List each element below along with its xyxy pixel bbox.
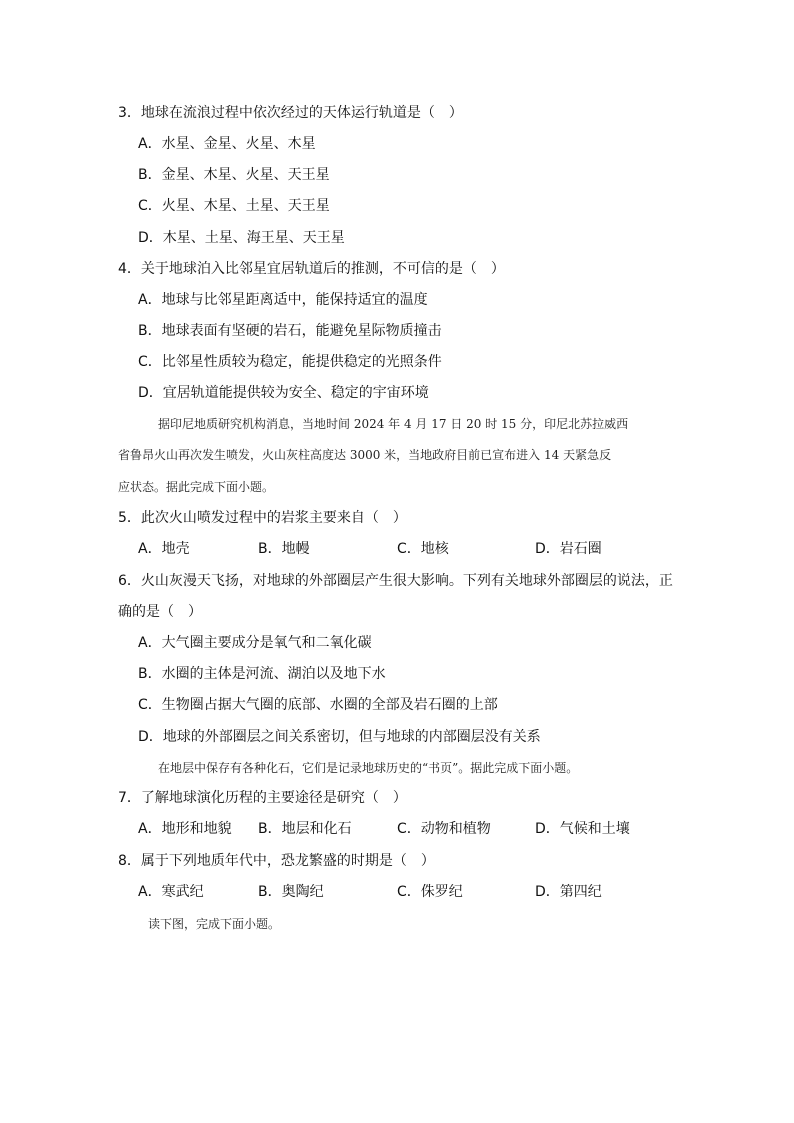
- material-1-line-3: 应状态。据此完成下面小题。: [118, 480, 275, 494]
- question-7-option-d: D．气候和土壤: [535, 821, 630, 837]
- question-5-option-b: B．地幔: [258, 541, 310, 557]
- question-4-option-b: B．地球表面有坚硬的岩石，能避免星际物质撞击: [138, 323, 442, 339]
- question-6-option-a: A．大气圈主要成分是氧气和二氧化碳: [138, 635, 372, 651]
- question-7-option-a: A．地形和地貌: [138, 821, 232, 837]
- question-4-option-c: C．比邻星性质较为稳定，能提供稳定的光照条件: [138, 354, 442, 370]
- question-8-option-a: A．寒武纪: [138, 884, 204, 900]
- question-6-option-b: B．水圈的主体是河流、湖泊以及地下水: [138, 666, 386, 682]
- question-8-option-c: C．侏罗纪: [397, 884, 463, 900]
- question-4-option-a: A．地球与比邻星距离适中，能保持适宜的温度: [138, 292, 428, 308]
- question-7-stem: 7．了解地球演化历程的主要途径是研究（ ）: [118, 790, 407, 806]
- question-8-stem: 8．属于下列地质年代中，恐龙繁盛的时期是（ ）: [118, 853, 435, 869]
- question-3-stem: 3．地球在流浪过程中依次经过的天体运行轨道是（ ）: [118, 105, 463, 121]
- material-1-line-2: 省鲁昂火山再次发生喷发，火山灰柱高度达 3000 米，当地政府目前已宣布进入 14 天紧急反: [118, 448, 612, 462]
- material-1-line-1: 据印尼地质研究机构消息，当地时间 2024 年 4 月 17 日 20 时 15 分，印尼北苏拉威西: [158, 417, 629, 431]
- question-6-stem-line-2: 确的是（ ）: [118, 604, 202, 620]
- question-4-option-d: D．宜居轨道能提供较为安全、稳定的宇宙环境: [138, 385, 429, 401]
- question-4-stem: 4．关于地球泊入比邻星宜居轨道后的推测，不可信的是（ ）: [118, 261, 505, 277]
- question-6-stem-line-1: 6．火山灰漫天飞扬，对地球的外部圈层产生很大影响。下列有关地球外部圈层的说法，正: [118, 573, 673, 589]
- question-6-option-c: C．生物圈占据大气圈的底部、水圈的全部及岩石圈的上部: [138, 697, 498, 713]
- question-7-option-b: B．地层和化石: [258, 821, 352, 837]
- question-8-option-b: B．奥陶纪: [258, 884, 324, 900]
- question-6-option-d: D．地球的外部圈层之间关系密切，但与地球的内部圈层没有关系: [138, 729, 541, 745]
- question-5-option-c: C．地核: [397, 541, 449, 557]
- question-8-option-d: D．第四纪: [535, 884, 602, 900]
- material-2: 在地层中保存有各种化石，它们是记录地球历史的“书页”。据此完成下面小题。: [158, 761, 579, 775]
- question-5-option-a: A．地壳: [138, 541, 190, 557]
- question-5-stem: 5．此次火山喷发过程中的岩浆主要来自（ ）: [118, 510, 407, 526]
- material-3: 读下图，完成下面小题。: [148, 917, 281, 931]
- question-3-option-b: B．金星、木星、火星、天王星: [138, 167, 330, 183]
- question-5-option-d: D．岩石圈: [535, 541, 602, 557]
- question-3-option-a: A．水星、金星、火星、木星: [138, 136, 316, 152]
- question-3-option-c: C．火星、木星、土星、天王星: [138, 198, 330, 214]
- question-7-option-c: C．动物和植物: [397, 821, 491, 837]
- question-3-option-d: D．木星、土星、海王星、天王星: [138, 230, 345, 246]
